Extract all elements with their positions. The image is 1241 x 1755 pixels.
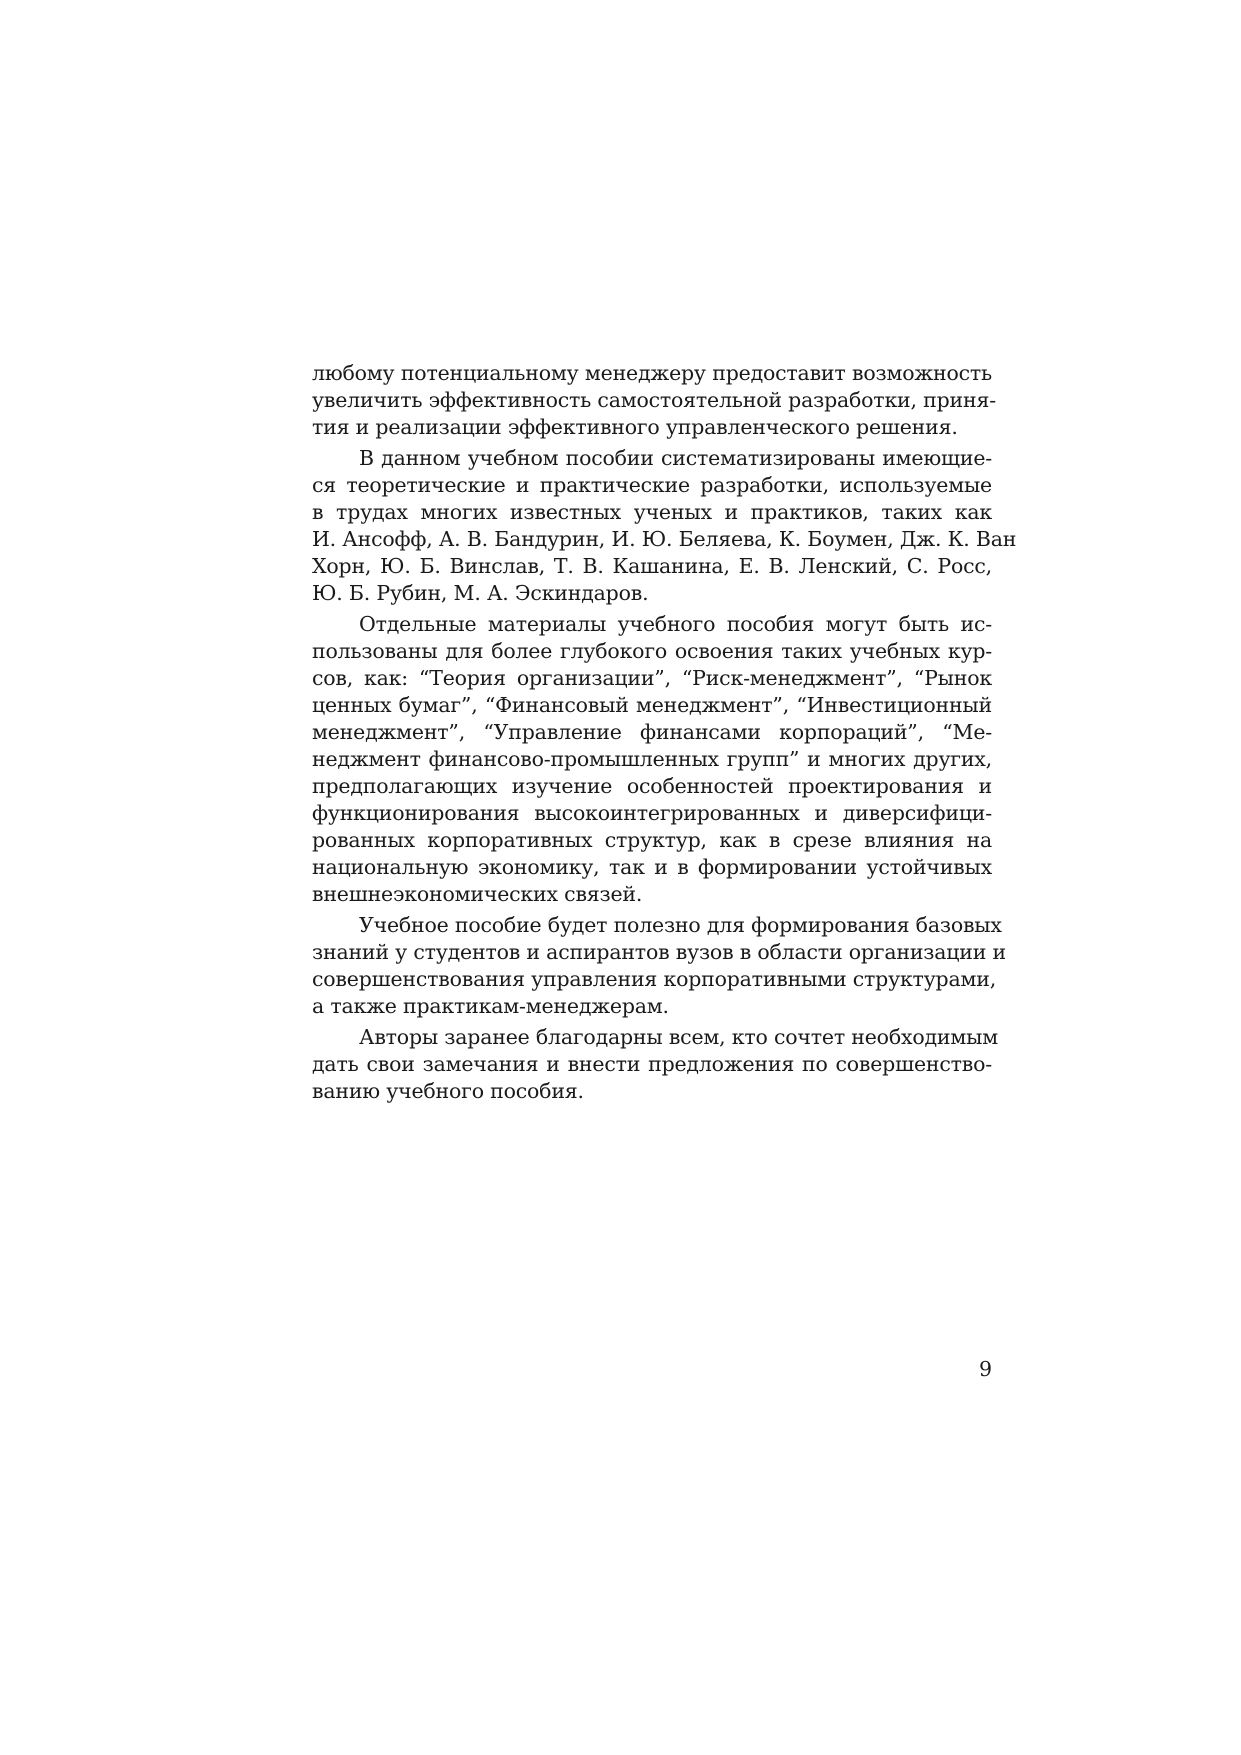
text-line: Учебное пособие будет полезно для формирования базовых (359, 913, 1002, 937)
text-line: ванию учебного пособия. (312, 1079, 584, 1103)
text-line: рованных корпоративных структур, как в срезе влияния на (312, 828, 992, 852)
text-line: дать свои замечания и внести предложения по совершенство- (312, 1052, 992, 1076)
paragraph (312, 1024, 998, 1105)
text-line: знаний у студентов и аспирантов вузов в области организации и (312, 940, 1006, 964)
text-line: менеджмент”, “Управление финансами корпораций”, “Ме- (312, 720, 992, 744)
text-line: И. Ансофф, А. В. Бандурин, И. Ю. Беляева, К. Боумен, Дж. К. Ван (312, 527, 1017, 551)
paragraph (312, 360, 996, 441)
text-line: в трудах многих известных ученых и практиков, таких как (312, 500, 992, 524)
body-text (312, 360, 1017, 1109)
text-line: ся теоретические и практические разработки, используемые (312, 473, 992, 497)
text-line: предполагающих изучение особенностей проектирования и (312, 774, 992, 798)
text-line: совершенствования управления корпоративными структурами, (312, 967, 997, 991)
paragraph (312, 445, 1017, 607)
text-line: ценных бумаг”, “Финансовый менеджмент”, “Инвестиционный (312, 693, 992, 717)
paragraph (312, 912, 1006, 1020)
text-line: функционирования высокоинтегрированных и диверсифици- (312, 801, 992, 825)
text-line: В данном учебном пособии систематизированы имеющие- (359, 446, 992, 470)
text-line: внешнеэкономических связей. (312, 882, 643, 906)
text-line: тия и реализации эффективного управленческого решения. (312, 415, 958, 439)
text-line: неджмент финансово-промышленных групп” и многих других, (312, 747, 992, 771)
text-line: любому потенциальному менеджеру предоставит возможность (312, 361, 992, 385)
text-line: Авторы заранее благодарны всем, кто сочтет необходимым (359, 1025, 998, 1049)
text-line: сов, как: “Теория организации”, “Риск-менеджмент”, “Рынок (312, 666, 992, 690)
text-line: увеличить эффективность самостоятельной разработки, приня- (312, 388, 996, 412)
paragraph (312, 611, 992, 908)
text-line: а также практикам-менеджерам. (312, 994, 669, 1018)
text-line: Отдельные материалы учебного пособия могут быть ис- (359, 612, 992, 636)
text-line: Хорн, Ю. Б. Винслав, Т. В. Кашанина, Е. В. Ленский, С. Росс, (312, 554, 992, 578)
text-line: пользованы для более глубокого освоения таких учебных кур- (312, 639, 992, 663)
page-number: 9 (978, 1357, 992, 1381)
text-line: Ю. Б. Рубин, М. А. Эскиндаров. (312, 581, 649, 605)
text-line: национальную экономику, так и в формировании устойчивых (312, 855, 992, 879)
